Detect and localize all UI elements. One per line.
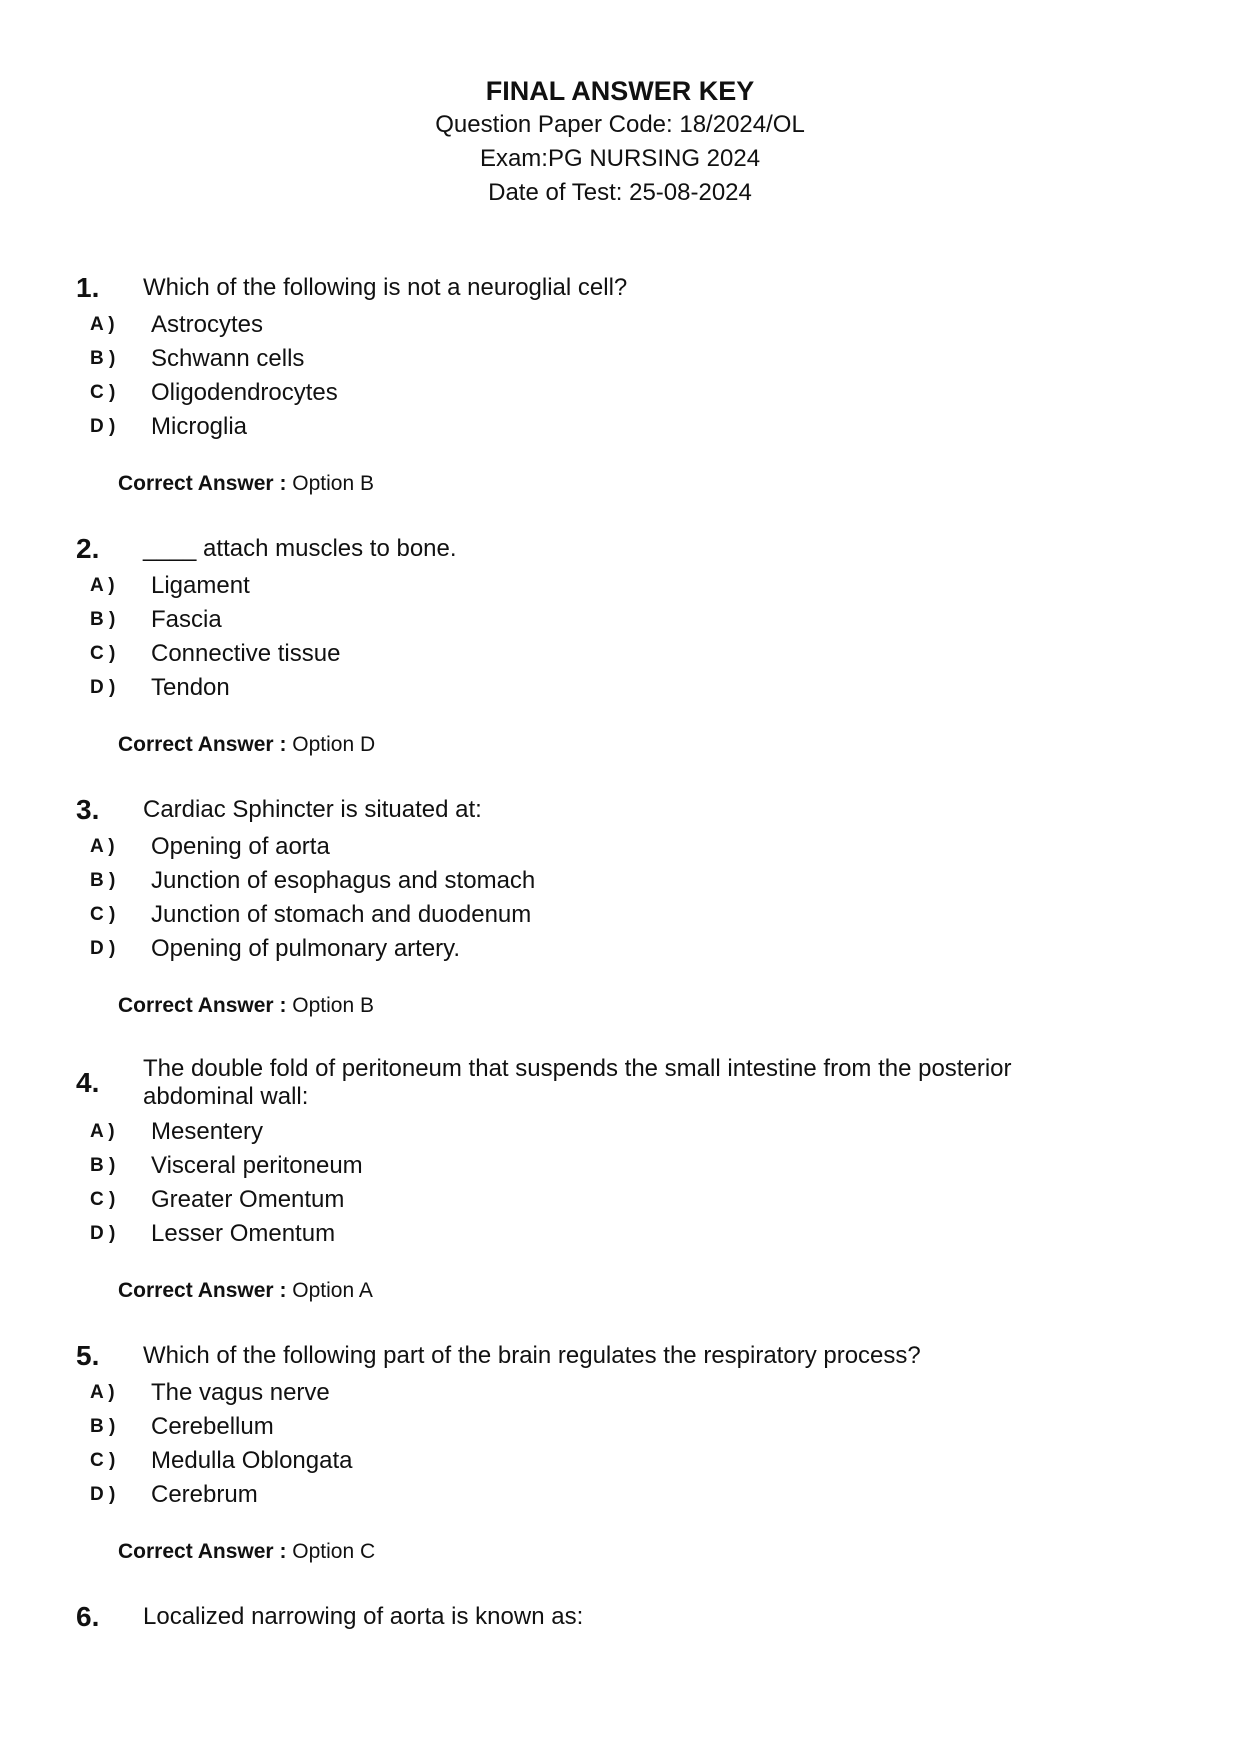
option-text: Oligodendrocytes [151,379,338,406]
option-text: Junction of stomach and duodenum [151,901,532,928]
option-text: Cerebrum [151,1481,258,1508]
option-row [0,864,1240,898]
option-text: Opening of aorta [151,833,330,860]
question-list [0,272,1240,1669]
option-label: D ) [90,938,116,959]
option-text: Lesser Omentum [151,1220,336,1247]
option-text: Schwann cells [151,345,305,372]
option-text: Astrocytes [151,311,264,338]
option-row [0,637,1240,671]
correct-answer-label: Correct Answer : [118,1279,287,1302]
question-number: 3. [76,794,100,825]
option-row [0,1410,1240,1444]
option-label: C ) [90,1450,116,1471]
option-row [0,1149,1240,1183]
correct-answer [0,1539,1240,1565]
correct-answer [0,993,1240,1019]
option-text: Mesentery [151,1118,264,1145]
option-label: C ) [90,1189,116,1210]
question-header [0,1340,1240,1372]
option-text: Tendon [151,674,230,701]
option-label: D ) [90,677,116,698]
correct-answer [0,1278,1240,1304]
option-row [0,1444,1240,1478]
option-row [0,410,1240,444]
option-row [0,569,1240,603]
option-row [0,342,1240,376]
option-label: A ) [90,836,115,857]
option-label: B ) [90,1155,116,1176]
correct-answer [0,732,1240,758]
option-label: A ) [90,1121,115,1142]
question-header [0,1601,1240,1633]
option-list [0,569,1240,705]
option-label: D ) [90,1484,116,1505]
option-row [0,1478,1240,1512]
option-row [0,1183,1240,1217]
option-text: Junction of esophagus and stomach [151,867,536,894]
question-block [0,533,1240,758]
question-block [0,1601,1240,1633]
question-number: 1. [76,272,100,303]
question-text: Which of the following part of the brain regulates the respiratory process? [143,1342,921,1369]
question-block [0,1055,1240,1304]
question-number: 6. [76,1601,100,1632]
question-block [0,272,1240,497]
option-text: Fascia [151,606,222,633]
question-header [0,533,1240,565]
option-label: D ) [90,416,116,437]
correct-answer-label: Correct Answer : [118,994,287,1017]
question-text: Which of the following is not a neuroglial cell? [143,274,628,301]
option-text: Opening of pulmonary artery. [151,935,461,962]
option-label: C ) [90,904,116,925]
correct-answer-value: Option B [292,472,374,495]
correct-answer-label: Correct Answer : [118,733,287,756]
correct-answer-value: Option C [292,1540,376,1563]
correct-answer-label: Correct Answer : [118,1540,287,1563]
question-block [0,1340,1240,1565]
option-text: The vagus nerve [151,1379,330,1406]
option-text: Medulla Oblongata [151,1447,353,1474]
question-header [0,1055,1240,1111]
correct-answer-value: Option A [292,1279,373,1302]
option-row [0,1115,1240,1149]
option-text: Visceral peritoneum [151,1152,363,1179]
option-text: Connective tissue [151,640,341,667]
question-number: 2. [76,533,100,564]
option-label: B ) [90,1416,116,1437]
option-list [0,830,1240,966]
correct-answer [0,471,1240,497]
question-number: 5. [76,1340,100,1371]
option-row [0,376,1240,410]
option-row [0,1217,1240,1251]
question-text: Localized narrowing of aorta is known as: [143,1603,584,1630]
correct-answer-value: Option B [292,994,374,1017]
test-date: Date of Test: 25-08-2024 [488,179,752,206]
document-header [0,74,1240,210]
document-title: FINAL ANSWER KEY [485,76,755,106]
exam-name: Exam:PG NURSING 2024 [479,145,761,172]
option-row [0,830,1240,864]
option-list [0,308,1240,444]
option-label: A ) [90,575,115,596]
question-text: Cardiac Sphincter is situated at: [143,796,482,823]
question-block [0,794,1240,1019]
option-label: A ) [90,314,115,335]
option-label: B ) [90,609,116,630]
option-text: Greater Omentum [151,1186,345,1213]
option-label: B ) [90,348,116,369]
option-row [0,603,1240,637]
question-text: The double fold of peritoneum that suspends the small intestine from the posterior abdominal wall: [143,1055,1012,1110]
option-list [0,1115,1240,1251]
option-label: D ) [90,1223,116,1244]
option-label: C ) [90,643,116,664]
correct-answer-value: Option D [292,733,376,756]
option-label: C ) [90,382,116,403]
option-text: Ligament [151,572,250,599]
correct-answer-label: Correct Answer : [118,472,287,495]
option-row [0,1376,1240,1410]
option-text: Cerebellum [151,1413,274,1440]
question-header [0,794,1240,826]
option-row [0,671,1240,705]
question-number: 4. [76,1067,100,1098]
question-header [0,272,1240,304]
question-paper-code: Question Paper Code: 18/2024/OL [435,111,805,138]
option-label: A ) [90,1382,115,1403]
option-row [0,898,1240,932]
option-label: B ) [90,870,116,891]
question-text: ____ attach muscles to bone. [143,535,457,562]
option-row [0,308,1240,342]
option-text: Microglia [151,413,248,440]
option-list [0,1376,1240,1512]
option-row [0,932,1240,966]
